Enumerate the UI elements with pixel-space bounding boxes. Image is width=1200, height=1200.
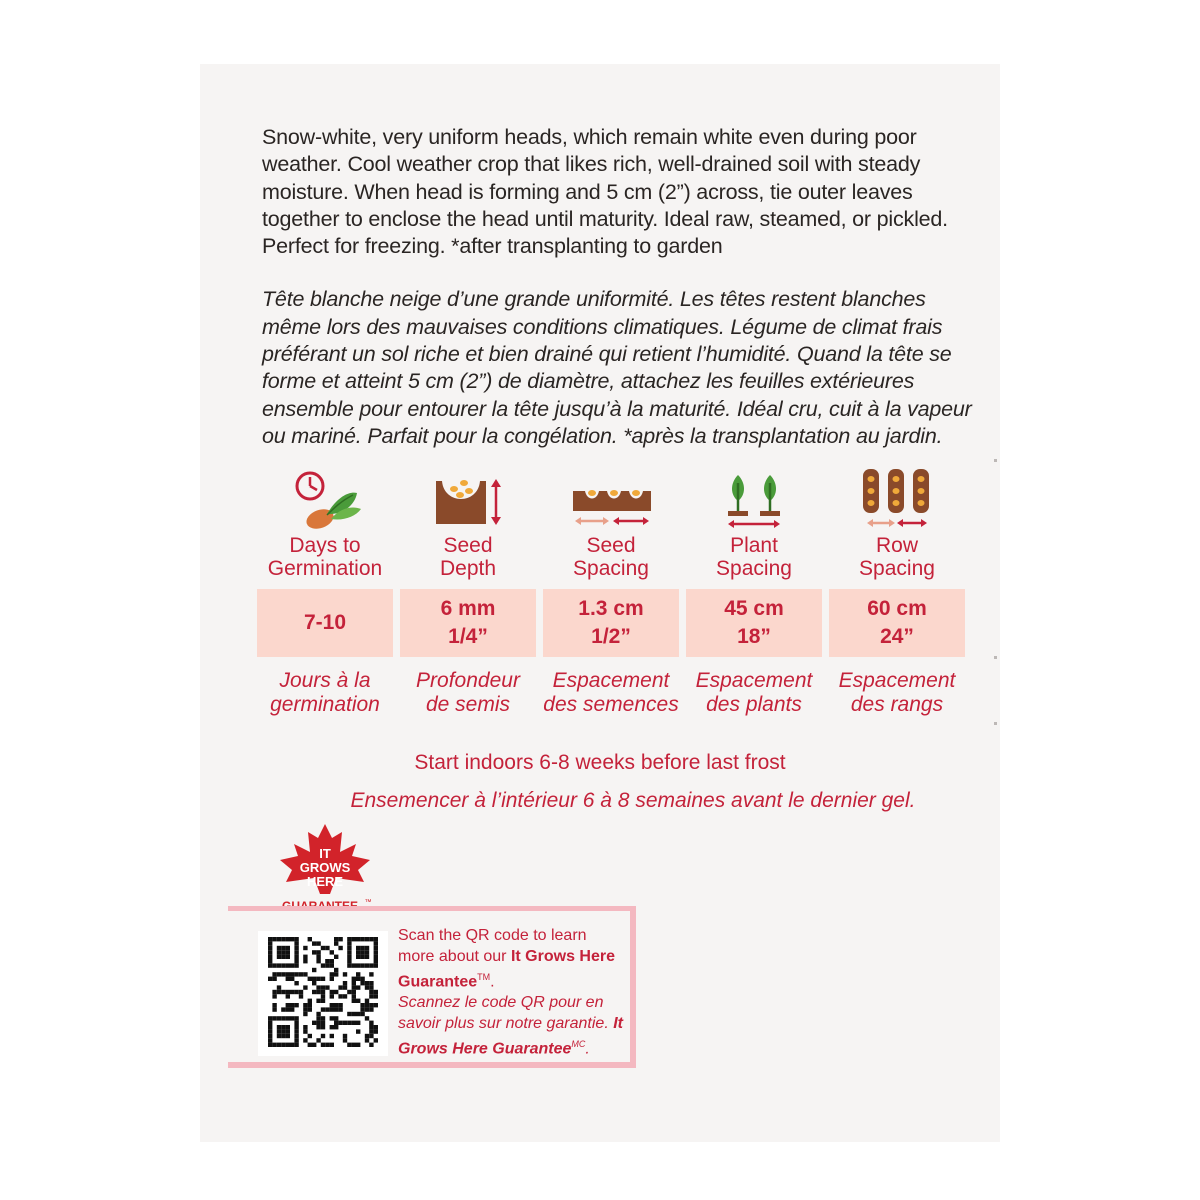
spec-value: 7-10 [257, 589, 393, 657]
spec-label-french: Espacement des plants [695, 669, 813, 716]
description [262, 124, 977, 450]
badge-guarantee: GUARANTEE [281, 899, 359, 913]
spec-label-french: Jours à la germination [270, 669, 380, 716]
spec-value: 45 cm 18” [686, 589, 822, 657]
edge-mark [994, 722, 997, 725]
seed-spacing-icon [543, 469, 679, 529]
spec-label-french: Espacement des rangs [838, 669, 956, 716]
qr-caption [398, 925, 624, 1060]
spec-label-english: Days to Germination [267, 534, 383, 580]
qr-caption-french: Scannez le code QR pour en savoir plus sur notre garantie. It Grows Here Guarantee$^{MC}$. [398, 994, 623, 1058]
qr-caption-english: Scan the QR code to learn more about our It Grows Here Guarantee™. [398, 927, 615, 991]
spec-label-english: Seed Depth [439, 534, 497, 580]
spec-value: 60 cm 24” [829, 589, 965, 657]
qr-section [228, 906, 636, 1068]
plant-spacing-icon [686, 469, 822, 529]
spec-value: 1.3 cm 1/2” [543, 589, 679, 657]
badge-tm: ™ [364, 899, 372, 906]
spec-label-english: Plant Spacing [716, 534, 792, 580]
spec-label-french: Profondeur de semis [416, 669, 520, 716]
spec-value: 6 mm 1/4” [400, 589, 536, 657]
edge-mark [994, 656, 997, 659]
qr-code[interactable] [258, 931, 388, 1056]
qr-code-icon [258, 931, 388, 1056]
seed-packet-back [200, 64, 1000, 1142]
spec-label-english: Row Spacing [859, 534, 935, 580]
it-grows-here-badge [270, 822, 380, 916]
spec-label-french: Espacement des semences [543, 669, 679, 716]
edge-mark [994, 459, 997, 462]
row-spacing-icon [829, 469, 965, 529]
clock-sprout-icon [257, 469, 393, 529]
badge-line-2: GROWS [299, 860, 351, 875]
spec-label-english: Seed Spacing [573, 534, 649, 580]
description-english: Snow-white, very uniform heads, which remain white even during poor weather. Cool weather crop that likes rich, well-drained soil with steady moisture. When head is forming and 5 cm (2”) across, tie outer leaves together to enclose the head until maturity. Ideal raw, steamed, or pickled. Perfect for freezing. *after transplanting to garden [262, 125, 948, 259]
start-indoors-english: Start indoors 6-8 weeks before last frost [414, 751, 786, 774]
seed-depth-icon [400, 469, 536, 529]
start-indoors-french: Ensemencer à l’intérieur 6 à 8 semaines avant le dernier gel. [350, 789, 916, 812]
badge-line-1: IT [319, 846, 331, 861]
badge-line-3: HERE [306, 874, 344, 889]
description-french: Tête blanche neige d’une grande uniformité. Les têtes restent blanches même lors des mauvaises conditions climatiques. Légume de climat frais préférant un sol riche et bien drainé qui retient l’humidité. Quand la tête se forme et atteint 5 cm (2”) de diamètre, attachez les feuilles extérieures ensemble pour entourer la tête jusqu’à la maturité. Idéal cru, cuit à la vapeur ou mariné. Parfait pour la congélation. *après la transplantation au jardin. [262, 287, 972, 448]
